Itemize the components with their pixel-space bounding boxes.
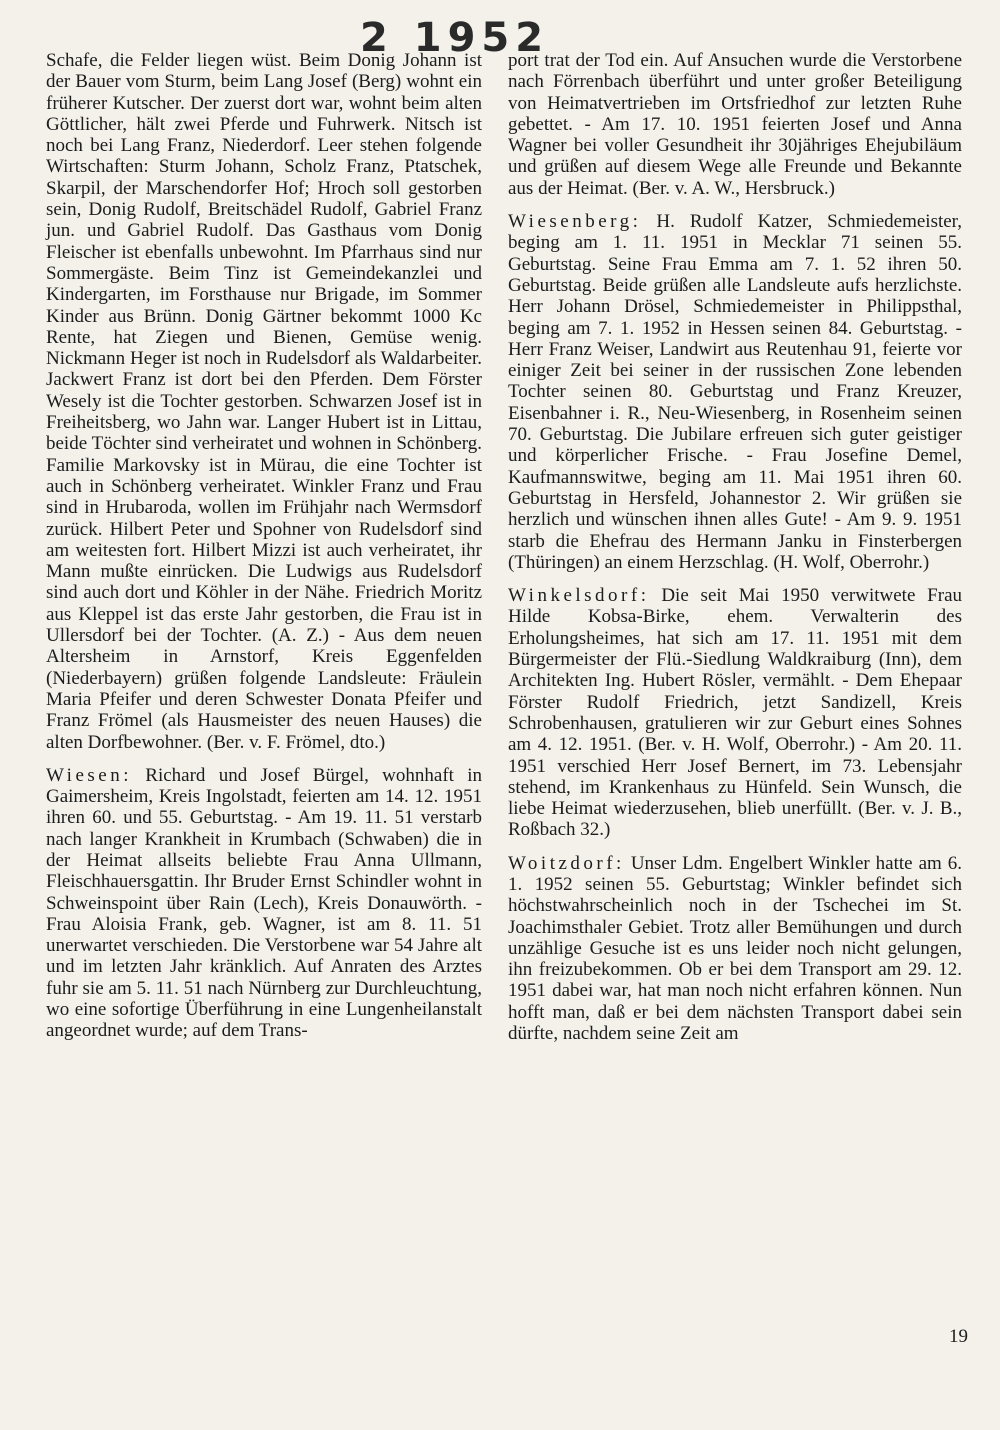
- place-heading: Wiesen:: [46, 764, 132, 786]
- handwritten-issue-mark: 2 1952: [360, 15, 550, 61]
- article-entry-wiesen: [46, 765, 482, 1042]
- place-heading: Woitzdorf:: [508, 852, 625, 874]
- place-heading: Winkelsdorf:: [508, 585, 650, 607]
- article-entry-wiesenberg: [508, 211, 962, 573]
- article-paragraph: Schafe, die Felder liegen wüst. Beim Donig Johann ist der Bauer vom Sturm, beim Lang Josef (Berg) wohnt ein früherer Kutscher. Der zuerst dort war, wohnt beim alten Göttlicher, hält zwei Pferde und Fuhrwerk. Nitsch ist noch bei Lang Franz, Niederdorf. Leer stehen folgende Wirtschaften: Sturm Johann, Scholz Franz, Ptatschek, Skarpil, der Marschendorfer Hof; Hroch soll gestorben sein, Donig Rudolf, Breitschädel Rudolf, Gabriel Franz jun. und Gabriel Rudolf. Das Gasthaus vom Donig Fleischer ist ebenfalls unbewohnt. Im Pfarrhaus sind nur Sommergäste. Beim Tinz ist Gemeindekanzlei und Kindergarten, im Forsthause nur Brigade, im Sommer Kinder aus Brünn. Donig Gärtner bekommt 1000 Kc Rente, hat Ziegen und Bienen, Gemüse wenig. Nickmann Heger ist noch in Rudelsdorf als Waldarbeiter. Jackwert Franz ist dort bei den Pferden. Dem Förster Wesely ist die Tochter gestorben. Schwarzen Josef ist in Freiheitsberg, wo Jahn war. Langer Hubert ist in Littau, beide Töchter sind verheiratet und wohnen in Schönberg. Familie Markovsky ist in Mürau, die eine Tochter ist auch in Schönberg verheiratet. Winkler Franz und Frau sind in Hrubaroda, wollen im Frühjahr nach Wermsdorf zurück. Hilbert Peter und Spohner von Rudelsdorf sind am weitesten fort. Hilbert Mizzi ist auch verheiratet, ihr Mann mußte einrücken. Die Ludwigs aus Rudelsdorf sind auch dort und Köhler in der Nähe. Friedrich Moritz aus Kleppel ist das erste Jahr gestorben, die Frau ist in Ullersdorf bei der Tochter. (A. Z.) - Aus dem neuen Altersheim in Arnstorf, Kreis Eggenfelden (Niederbayern) grüßen folgende Landsleute: Fräulein Maria Pfeifer und deren Schwester Donata Pfeifer und Franz Frömel (als Hausmeister des neuen Hauses) die alten Dorfbewohner. (Ber. v. F. Frömel, dto.): [46, 50, 482, 753]
- entry-text: Richard und Josef Bürgel, wohnhaft in Gaimersheim, Kreis Ingolstadt, feierten am 14. 12. 1951 ihren 60. und 55. Geburtstag. - Am 19. 11. 51 verstarb nach langer Krankheit in Krumbach (Schwaben) die in der Heimat allseits beliebte Frau Anna Ullmann, Fleischhauersgattin. Ihr Bruder Ernst Schindler wohnt in Schweinspoint über Rain (Lech), Kreis Donauwörth. - Frau Aloisia Frank, geb. Wagner, ist am 8. 11. 51 unerwartet verschieden. Die Verstorbene war 54 Jahre alt und im letzten Jahr kränklich. Auf Anraten des Arztes fuhr sie am 5. 11. 51 nach Nürnberg zur Durchleuchtung, wo eine sofortige Überführung in eine Lungenheilanstalt angeordnet wurde; auf dem Trans-: [46, 764, 482, 1042]
- left-column: [46, 50, 482, 1042]
- article-entry-woitzdorf: [508, 853, 962, 1045]
- entry-text: Die seit Mai 1950 verwitwete Frau Hilde Kobsa-Birke, ehem. Verwalterin des Erholungsheimes, hat sich am 17. 11. 1951 mit dem Bürgermeister der Flü.-Siedlung Waldkraiburg (Inn), dem Architekten Ing. Hubert Rösler, vermählt. - Dem Ehepaar Förster Rudolf Friedrich, jetzt Sandizell, Kreis Schrobenhausen, gratulieren wir zur Geburt eines Sohnes am 4. 12. 1951. (Ber. v. H. Wolf, Oberrohr.) - Am 20. 11. 1951 verschied Herr Josef Bernert, im 73. Lebensjahr stehend, im Krankenhaus zu Hünfeld. Sein Wunsch, die liebe Heimat wiederzusehen, blieb unerfüllt. (Ber. v. J. B., Roßbach 32.): [508, 585, 963, 841]
- entry-text: H. Rudolf Katzer, Schmiedemeister, beging am 1. 11. 1951 in Mecklar 71 seinen 55. Geburtstag. Seine Frau Emma am 7. 1. 52 ihren 50. Geburtstag. Beide grüßen alle Landsleute aufs herzlichste. Herr Johann Drösel, Schmiedemeister in Philippsthal, beging am 7. 1. 1952 in Hessen seinen 84. Geburtstag. - Herr Franz Weiser, Landwirt aus Reutenhau 91, feierte vor einiger Zeit bei seiner in der russischen Zone lebenden Tochter seinen 80. Geburtstag und Franz Kreuzer, Eisenbahner i. R., Neu-Wiesenberg, in Rosenheim seinen 70. Geburtstag. Die Jubilare erfreuen sich guter geistiger und körperlicher Frische. - Frau Josefine Demel, Kaufmannswitwe, beging am 11. Mai 1951 ihren 60. Geburtstag in Hersfeld, Johannestor 2. Wir grüßen sie herzlich und wünschen ihnen alles Gute! - Am 9. 9. 1951 starb die Ehefrau des Hermann Janku in Finsterbergen (Thüringen) an einem Herzschlag. (H. Wolf, Oberrohr.): [508, 211, 962, 573]
- entry-text: Unser Ldm. Engelbert Winkler hatte am 6. 1. 1952 seinen 55. Geburtstag; Winkler befindet sich höchstwahrscheinlich noch in der Tschechei im St. Joachimsthaler Gebiet. Trotz aller Bemühungen und durch unzählige Gesuche ist es uns leider noch nicht gelungen, ihn freizubekommen. Ob er bei dem Transport am 29. 12. 1951 dabei war, hat man noch nicht erfahren können. Nun hofft man, daß er bei dem nächsten Transport dabei sein dürfte, nachdem seine Zeit am: [508, 852, 962, 1045]
- article-entry-winkelsdorf: [508, 585, 962, 841]
- place-heading: Wiesenberg:: [508, 211, 642, 233]
- page-number: 19: [949, 1326, 968, 1347]
- right-column: [508, 50, 962, 1044]
- article-paragraph: port trat der Tod ein. Auf Ansuchen wurde die Verstorbene nach Förrenbach überführt und unter großer Beteiligung von Heimatvertrieben im Ortsfriedhof zur letzten Ruhe gebettet. - Am 17. 10. 1951 feierten Josef und Anna Wagner bei voller Gesundheit ihr 30jähriges Ehejubiläum und grüßen auf diesem Wege alle Freunde und Bekannte aus der Heimat. (Ber. v. A. W., Hersbruck.): [508, 50, 962, 199]
